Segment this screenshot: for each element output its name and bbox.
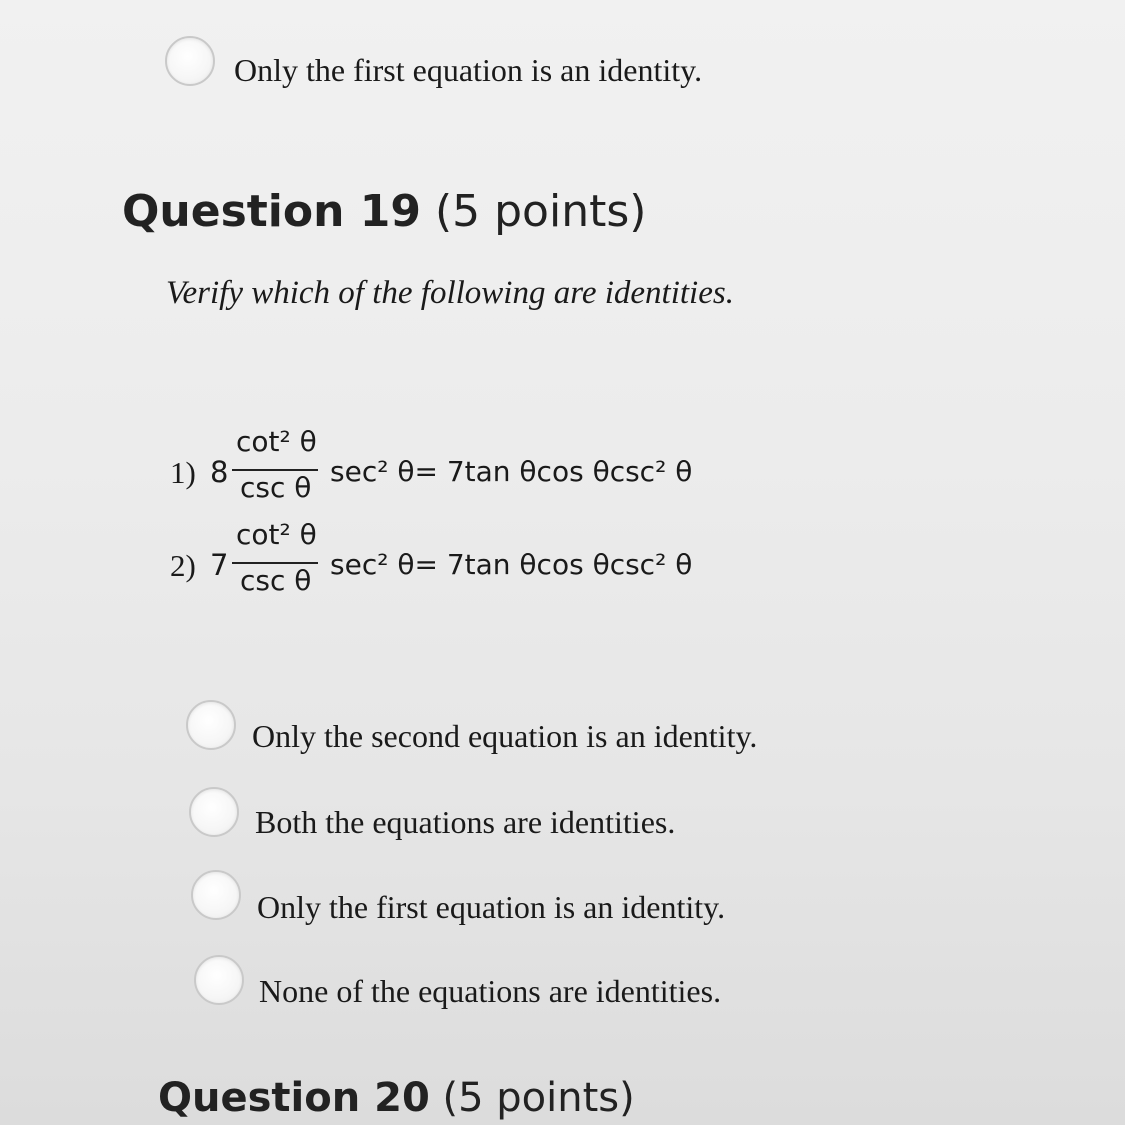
equation-coefficient: 8 — [210, 455, 229, 489]
question-points: (5 points) — [434, 186, 647, 237]
question-number: Question 19 — [122, 186, 421, 237]
next-question-points: (5 points) — [442, 1075, 635, 1121]
option-radio-4[interactable] — [194, 955, 244, 1005]
question-20-heading — [158, 1075, 635, 1121]
equation-label: 1) — [170, 455, 196, 490]
option-radio-3[interactable] — [191, 870, 241, 920]
option-label-3[interactable]: Only the first equation is an identity. — [257, 889, 726, 925]
option-radio-1[interactable] — [186, 700, 236, 750]
fraction-numerator: cot² θ — [236, 518, 317, 551]
question-prompt: Verify which of the following are identities. — [166, 275, 734, 311]
option-label-1[interactable]: Only the second equation is an identity. — [252, 718, 758, 754]
previous-option-label: Only the first equation is an identity. — [234, 52, 703, 88]
fraction-numerator: cot² θ — [236, 425, 317, 458]
equation-2 — [170, 518, 770, 608]
option-label-2[interactable]: Both the equations are identities. — [255, 804, 676, 840]
option-radio-2[interactable] — [189, 787, 239, 837]
equation-rest: sec² θ= 7tan θcos θcsc² θ — [330, 548, 693, 581]
equation-coefficient: 7 — [210, 548, 229, 582]
fraction-denominator: csc θ — [240, 471, 312, 504]
previous-option-radio[interactable] — [165, 36, 215, 86]
option-label-4[interactable]: None of the equations are identities. — [259, 973, 722, 1009]
next-question-number: Question 20 — [158, 1075, 430, 1121]
equation-1 — [170, 425, 770, 515]
fraction-denominator: csc θ — [240, 564, 312, 597]
equation-rest: sec² θ= 7tan θcos θcsc² θ — [330, 455, 693, 488]
question-19-heading — [122, 186, 646, 237]
equation-label: 2) — [170, 548, 196, 583]
